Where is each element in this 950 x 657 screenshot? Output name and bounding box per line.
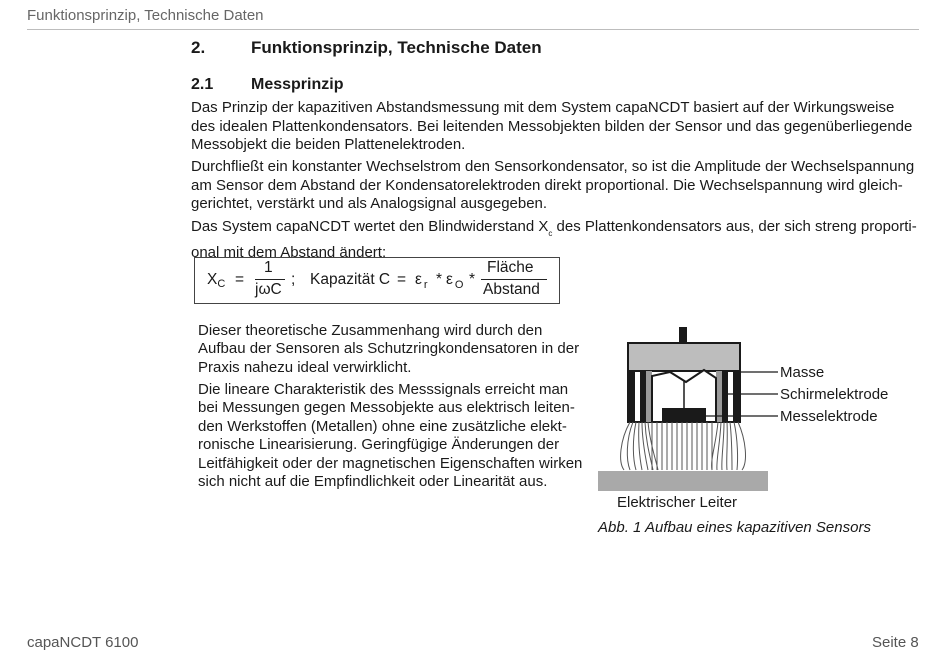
subsection-heading — [191, 76, 343, 94]
footer-product: capaNCDT 6100 — [27, 634, 139, 651]
text-line: Das Prinzip der kapazitiven Abstandsmessung mit dem System capaNCDT basiert auf der Wirkungsweise — [191, 99, 895, 116]
text-line: Leitfähigkeit oder der magnetischen Eigenschaften wirken — [198, 454, 583, 472]
subscript: c — [548, 229, 553, 238]
formula-x: XC — [207, 271, 226, 290]
formula-numerator-1: 1 — [264, 259, 273, 276]
formula-equals-2: = — [397, 271, 407, 288]
label-schirmelektrode: Schirmelektrode — [780, 386, 889, 403]
text-line: Aufbau der Sensoren als Schutzringkondensatoren in der — [198, 340, 580, 358]
text-line: onal mit dem Abstand ändert: — [191, 243, 387, 261]
text-fragment: Das System capaNCDT wertet den Blindwiderstand X — [191, 218, 549, 235]
text-line: den Werkstoffen (Metallen) ohne eine zusätzliche elekt- — [198, 417, 567, 435]
text-line: sich nicht auf die Empfindlichkeit oder Linearität aus. — [198, 473, 548, 491]
figure-caption: Abb. 1 Aufbau eines kapazitiven Sensors — [598, 519, 871, 536]
text-line: Die lineare Charakteristik des Messsignals erreicht man — [198, 381, 569, 398]
text-line: bei Messungen gegen Messobjekte aus elektrisch leiten- — [198, 399, 575, 417]
formula-box — [194, 257, 560, 304]
footer-page-number: Seite 8 — [872, 634, 919, 651]
formula-eps-r-sub: r — [423, 279, 428, 291]
sensor-housing-top — [628, 343, 740, 371]
paragraph-1 — [191, 99, 921, 155]
header-divider — [27, 29, 919, 30]
text-line — [191, 218, 921, 244]
messelektrode — [662, 408, 706, 422]
field-lines — [621, 422, 746, 470]
text-line: ronische Linearisierung. Geringfügige Änderungen der — [198, 436, 560, 454]
text-line: Dieser theoretische Zusammenhang wird durch den — [198, 322, 543, 339]
connector-pin — [679, 327, 687, 343]
section-heading — [191, 38, 542, 58]
text-line: des idealen Plattenkondensators. Bei leitenden Messobjekten bilden der Sensor und das gegenüberliegende — [191, 117, 913, 135]
formula-denominator-1: jωC — [255, 281, 282, 298]
running-header: Funktionsprinzip, Technische Daten — [27, 7, 264, 24]
paragraph-4 — [198, 322, 588, 377]
formula-epsilon-r: ε $_r$ — [415, 271, 428, 291]
label-elektrischer-leiter: Elektrischer Leiter — [617, 494, 738, 511]
paragraph-2 — [191, 158, 921, 214]
text-fragment: des Plattenkondensators aus, der sich streng proporti- — [552, 218, 917, 235]
formula-capacity-label: Kapazität C — [310, 271, 391, 288]
formula-semicolon: ; — [291, 271, 296, 288]
text-line: Messobjekt die beiden Plattenelektroden. — [191, 136, 466, 153]
formula-equals: = — [235, 271, 245, 288]
section-number: 2. — [191, 38, 206, 57]
text-line: Praxis nahezu ideal verwirklicht. — [198, 358, 412, 376]
text-line: am Sensor dem Abstand der Kondensatorelektroden direkt proportional. Die Wechselspannung wird gleich- — [191, 176, 903, 194]
text-line: Durchfließt ein konstanter Wechselstrom den Sensorkondensator, so ist die Amplitude der Wechselspannung — [191, 158, 915, 175]
subsection-title: Messprinzip — [251, 76, 344, 93]
formula-times: * — [436, 271, 443, 288]
masse-wall-right — [733, 371, 740, 422]
formula-epsilon-0: ε $_O$ — [446, 271, 464, 291]
masse-wall-left — [628, 371, 635, 422]
paragraph-3 — [191, 218, 921, 262]
formula-eps-0-sub: O — [454, 279, 464, 291]
subsection-number: 2.1 — [191, 76, 214, 93]
formula-x-sub: C — [217, 278, 226, 290]
label-masse: Masse — [780, 364, 825, 381]
schirm-wall-left — [640, 371, 646, 422]
target-plate — [598, 471, 768, 491]
formula-denominator-2: Abstand — [483, 281, 540, 298]
formula-numerator-2: Fläche — [487, 259, 534, 276]
fraction-line — [481, 279, 547, 280]
formula-times-2: * — [469, 271, 476, 288]
label-messelektrode: Messelektrode — [780, 408, 878, 425]
text-line: gerichtet, verstärkt und als Analogsignal ausgegeben. — [191, 195, 548, 212]
paragraph-5 — [198, 381, 588, 491]
section-title: Funktionsprinzip, Technische Daten — [251, 38, 542, 57]
fraction-line — [255, 279, 285, 280]
schirm-wall-right — [722, 371, 728, 422]
